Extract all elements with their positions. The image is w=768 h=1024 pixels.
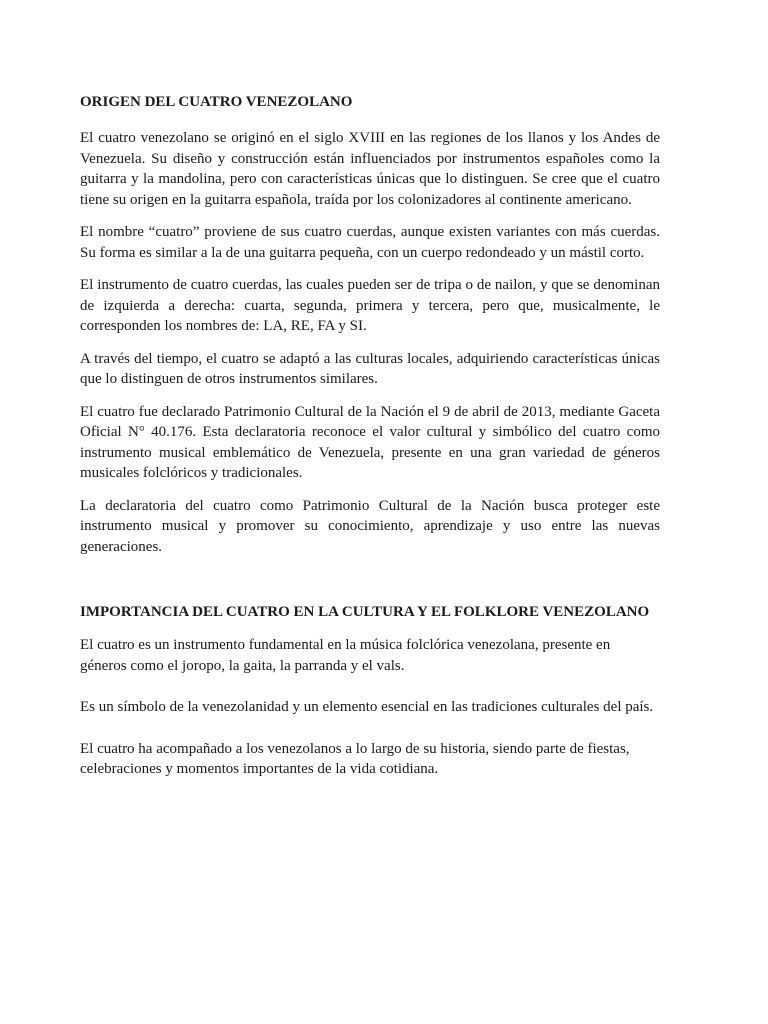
- section-heading-importancia: IMPORTANCIA DEL CUATRO EN LA CULTURA Y EL FOLKLORE VENEZOLANO: [80, 604, 650, 620]
- paragraph-adaptacion: A través del tiempo, el cuatro se adaptó a las culturas locales, adquiriendo características únicas que lo distinguen de otros instrumentos similares.: [80, 350, 660, 387]
- paragraph-nombre: El nombre “cuatro” proviene de sus cuatro cuerdas, aunque existen variantes con más cuerdas. Su forma es similar a la de una guitarra pequeña, con un cuerpo redondeado y un mástil corto.: [80, 224, 660, 261]
- paragraph-origen: El cuatro venezolano se originó en el siglo XVIII en las regiones de los llanos y los Andes de Venezuela. Su diseño y construcción están influenciados por instrumentos españoles como la guitarra y la mandolina, pero con características únicas que lo distinguen. Se cree que el cuatro tiene su origen en la guitarra española, traída por los colonizadores al continente americano.: [80, 130, 660, 208]
- paragraph-declaratoria: La declaratoria del cuatro como Patrimonio Cultural de la Nación busca proteger este instrumento musical y promover su conocimiento, aprendizaje y uso entre las nuevas generaciones.: [80, 497, 660, 555]
- paragraph-fundamental: El cuatro es un instrumento fundamental en la música folclórica venezolana, presente en géneros como el joropo, la gaita, la parranda y el vals.: [80, 637, 611, 674]
- section-heading-origen: ORIGEN DEL CUATRO VENEZOLANO: [80, 94, 353, 110]
- paragraph-historia: El cuatro ha acompañado a los venezolanos a lo largo de su historia, siendo parte de fiestas, celebraciones y momentos importantes de la vida cotidiana.: [80, 740, 630, 777]
- section-spacer: [80, 569, 660, 602]
- paragraph-patrimonio: El cuatro fue declarado Patrimonio Cultural de la Nación el 9 de abril de 2013, mediante Gaceta Oficial N° 40.176. Esta declaratoria reconoce el valor cultural y simbólico del cuatro como instrumento musical emblemático de Venezuela, presente en una gran variedad de géneros musicales folclóricos y tradicionales.: [80, 403, 660, 481]
- paragraph-simbolo: Es un símbolo de la venezolanidad y un elemento esencial en las tradiciones culturales del país.: [80, 699, 654, 715]
- paragraph-cuerdas: El instrumento de cuatro cuerdas, las cuales pueden ser de tripa o de nailon, y que se denominan de izquierda a derecha: cuarta, segunda, primera y tercera, pero que, musicalmente, le corresponden los nombres de: LA, RE, FA y SI.: [80, 277, 660, 334]
